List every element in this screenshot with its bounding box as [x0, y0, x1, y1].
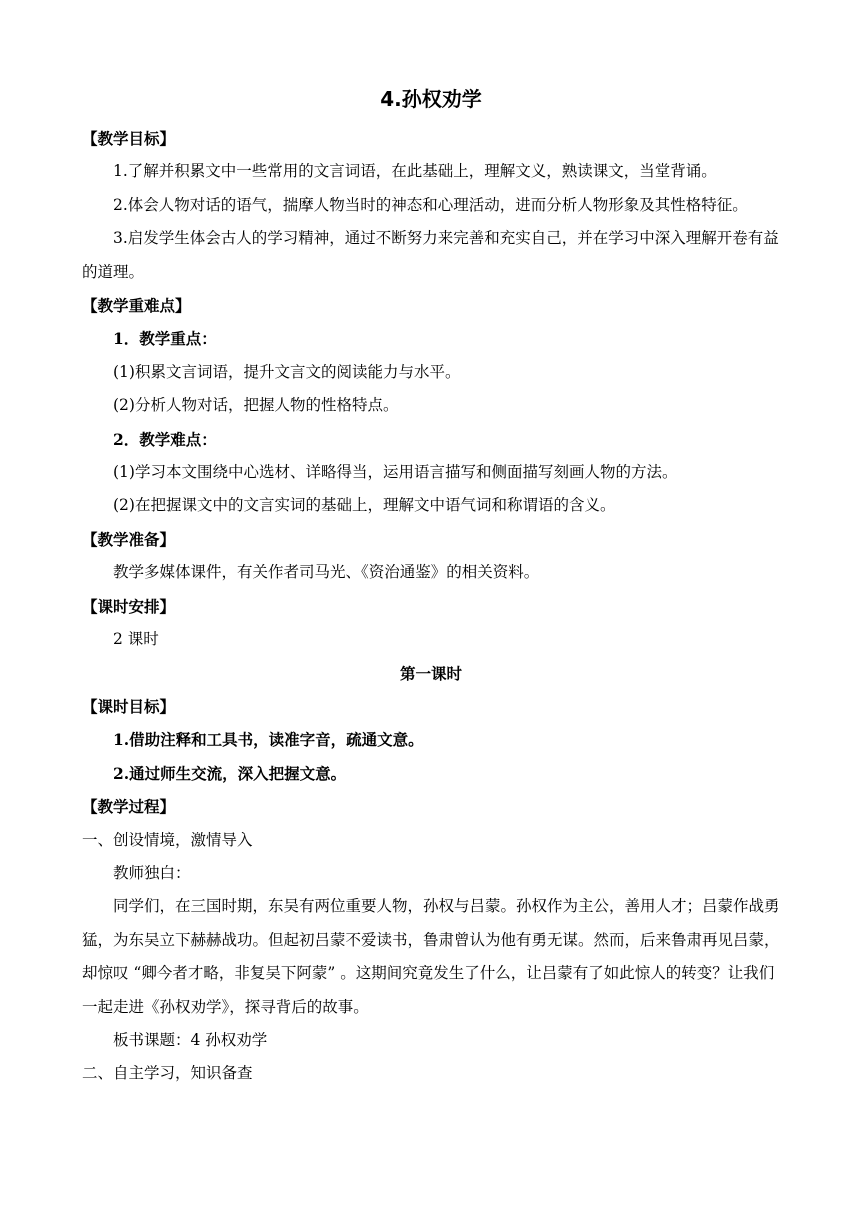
- difficult-point-1: (1)学习本文围绕中心选材、详略得当，运用语言描写和侧面描写刻画人物的方法。: [113, 463, 678, 482]
- teaching-goal-1: 1.了解并积累文中一些常用的文言词语，在此基础上，理解文义，熟读课文，当堂背诵。: [113, 162, 717, 181]
- lesson-goal-1: 1.借助注释和工具书，读准字音，疏通文意。: [113, 730, 424, 750]
- teaching-goal-2: 2.体会人物对话的语气，揣摩人物当时的神态和心理活动，进而分析人物形象及其性格特征。: [113, 195, 748, 214]
- section-heading-preparation: 【教学准备】: [82, 529, 176, 549]
- section-heading-lesson-goals: 【课时目标】: [82, 696, 176, 716]
- difficult-points-title: 2．教学难点：: [113, 429, 217, 449]
- section-heading-schedule: 【课时安排】: [82, 596, 176, 616]
- process-step-1: 一、创设情境，激情导入: [82, 830, 253, 849]
- key-points-title: 1．教学重点：: [113, 329, 217, 349]
- section-heading-teaching-goals: 【教学目标】: [82, 129, 176, 148]
- lesson-goal-2: 2.通过师生交流，深入把握文意。: [113, 763, 347, 783]
- process-step-2: 二、自主学习，知识备查: [82, 1064, 253, 1083]
- difficult-point-2: (2)在把握课文中的文言实词的基础上，理解文中语气词和称谓语的含义。: [113, 496, 616, 515]
- section-heading-key-difficult-points: 【教学重难点】: [82, 296, 191, 316]
- key-point-2: (2)分析人物对话，把握人物的性格特点。: [113, 396, 399, 415]
- schedule-text: 2 课时: [113, 630, 159, 649]
- teacher-monologue-title: 教师独白：: [113, 863, 191, 882]
- section-heading-process: 【教学过程】: [82, 797, 176, 817]
- teaching-goal-3: 3.启发学生体会古人的学习精神，通过不断努力来完善和充实自己，并在学习中深入理解开卷有益的道理。: [82, 229, 779, 281]
- preparation-text: 教学多媒体课件，有关作者司马光、《资治通鉴》的相关资料。: [113, 563, 540, 582]
- lesson-one-heading: 第一课时: [399, 663, 462, 683]
- board-title-text: 板书课题：4 孙权劝学: [113, 1030, 268, 1049]
- document-title: 4.孙权劝学: [380, 87, 482, 111]
- document-page: [82, 84, 780, 1091]
- teacher-monologue-text: 同学们，在三国时期，东吴有两位重要人物，孙权与吕蒙。孙权作为主公，善用人才；吕蒙作战勇猛，为东吴立下赫赫战功。但起初吕蒙不爱读书，鲁肃曾认为他有勇无谋。然而，后来鲁肃再见吕蒙，却惊叹 “卿今者才略，非复吴下阿蒙” 。这期间究竟发生了什么，让吕蒙有了如此惊人的转变？让我们一起走进《孙权劝学》，探寻背后的故事。: [82, 897, 780, 1016]
- key-point-1: (1)积累文言词语，提升文言文的阅读能力与水平。: [113, 362, 461, 381]
